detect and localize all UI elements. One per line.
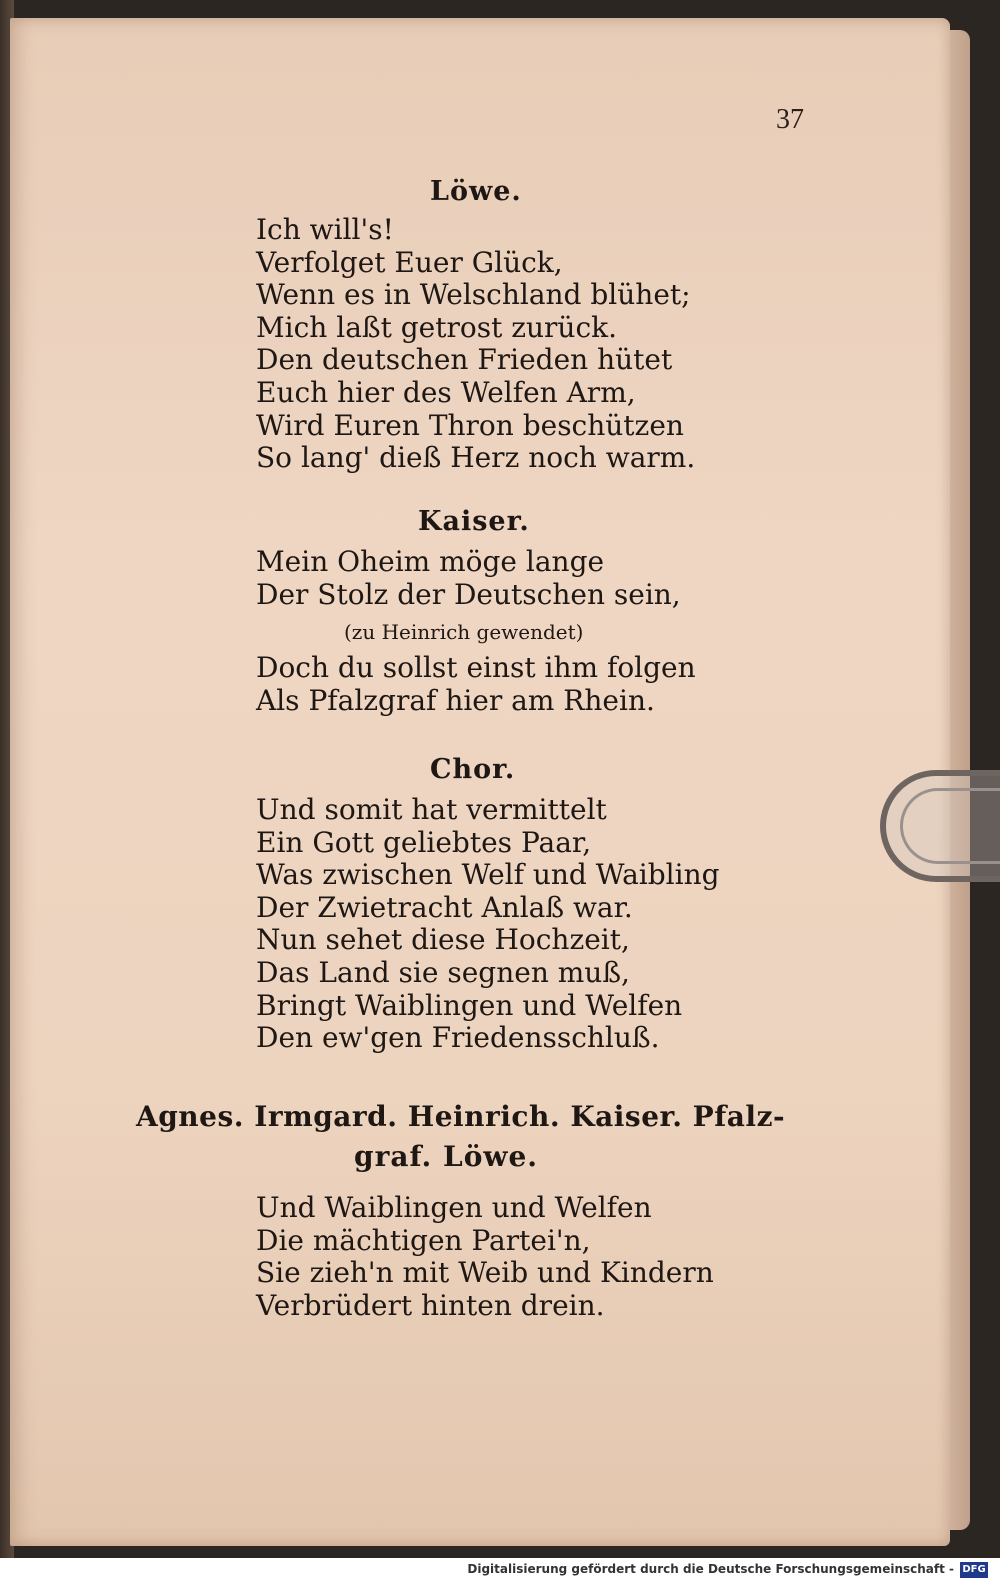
verse-line: Verbrüdert hinten drein. [256, 1288, 605, 1322]
verse-line: Ein Gott geliebtes Paar, [256, 825, 592, 859]
verse-line: Das Land sie segnen muß, [256, 955, 630, 989]
verse-line: Sie zieh'n mit Weib und Kindern [256, 1256, 714, 1290]
footer-bar [0, 1558, 1000, 1584]
stage-direction: (zu Heinrich gewendet) [344, 620, 584, 644]
verse-line: Ich will's! [256, 213, 394, 246]
verse-ensemble [256, 1192, 714, 1322]
speaker-heading-ensemble-line2: graf. Löwe. [354, 1140, 539, 1173]
verse-line: So lang' dieß Herz noch warm. [256, 441, 696, 475]
verse-line: Die mächtigen Partei'n, [256, 1223, 591, 1257]
verse-loewe [256, 214, 695, 475]
verse-line: Doch du sollst einst ihm folgen [256, 651, 696, 684]
verse-line: Mich laßt getrost zurück. [256, 310, 618, 344]
verse-line: Mein Oheim möge lange [256, 545, 605, 578]
verse-line: Als Pfalzgraf hier am Rhein. [256, 683, 655, 717]
verse-line: Und somit hat vermittelt [256, 793, 607, 826]
verse-line: Den deutschen Frieden hütet [256, 343, 673, 377]
verse-line: Der Stolz der Deutschen sein, [256, 577, 681, 611]
verse-line: Den ew'gen Friedensschluß. [256, 1021, 660, 1055]
verse-line: Bringt Waiblingen und Welfen [256, 988, 683, 1022]
verse-line: Verfolget Euer Glück, [256, 245, 563, 279]
verse-kaiser-part2 [256, 652, 696, 717]
verse-line: Nun sehet diese Hochzeit, [256, 923, 630, 957]
verse-line: Euch hier des Welfen Arm, [256, 375, 636, 409]
dfg-logo-icon: DFG [960, 1562, 988, 1578]
speaker-heading-chor: Chor. [430, 754, 516, 785]
speaker-heading-kaiser: Kaiser. [418, 506, 530, 537]
verse-line: Was zwischen Welf und Waibling [256, 858, 720, 892]
paper-clip-inner [900, 788, 1000, 864]
speaker-heading-ensemble-line1: Agnes. Irmgard. Heinrich. Kaiser. Pfalz- [136, 1100, 786, 1133]
verse-chor [256, 794, 720, 1055]
verse-line: Und Waiblingen und Welfen [256, 1191, 652, 1224]
verse-line: Wenn es in Welschland blühet; [256, 278, 691, 312]
verse-line: Der Zwietracht Anlaß war. [256, 890, 633, 924]
verse-line: Wird Euren Thron beschützen [256, 408, 684, 442]
page-number: 37 [776, 104, 804, 135]
footer-credit: Digitalisierung gefördert durch die Deutsche Forschungsgemeinschaft - [467, 1562, 954, 1576]
speaker-heading-loewe: Löwe. [430, 176, 522, 207]
verse-kaiser-part1 [256, 546, 681, 611]
